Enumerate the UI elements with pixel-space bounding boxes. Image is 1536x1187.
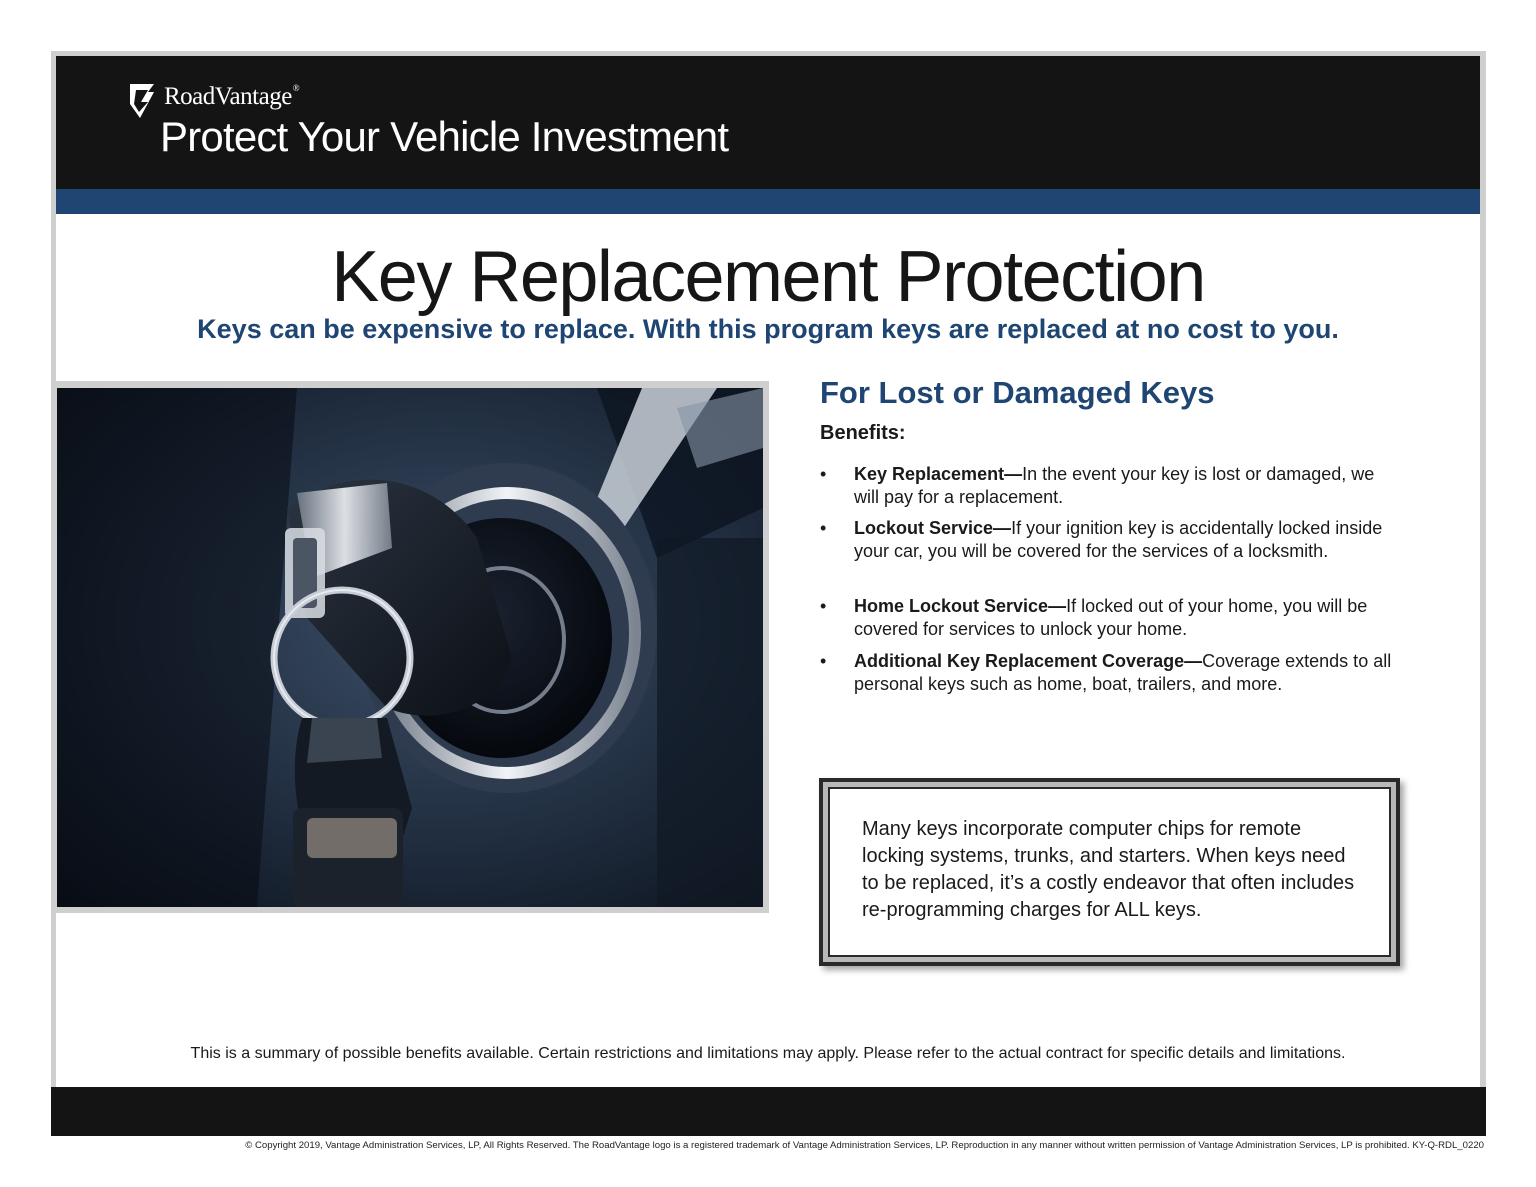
key-ignition-photo: [57, 388, 763, 907]
copyright-notice: © Copyright 2019, Vantage Administration Services, LP, All Rights Reserved. The RoadVantage logo is a registered trademark of Vantage Administration Services, LP. Reproduction in any manner without written permission of Vantage Administration Services, LP is prohibited. KY-Q-RDL_0220: [245, 1140, 1484, 1151]
disclaimer: This is a summary of possible benefits available. Certain restrictions and limitations may apply. Please refer to the actual contract for specific details and limitations.: [190, 1045, 1346, 1062]
benefit-name: Key Replacement—: [854, 464, 1023, 484]
benefit-name: Home Lockout Service—: [854, 596, 1067, 616]
benefit-description: In the event your key is lost or damaged, we will pay for a replacement.: [854, 464, 1375, 507]
benefit-item-key-replacement: [820, 463, 1400, 509]
header-accent-bar: [56, 189, 1480, 214]
car-key-image: [57, 388, 763, 907]
benefit-description: If locked out of your home, you will be covered for services to unlock your home.: [854, 596, 1368, 639]
bullet-icon: •: [820, 464, 827, 484]
benefit-item-lockout-service: [820, 517, 1400, 563]
benefit-item-home-lockout-service: [820, 595, 1400, 641]
logo-wordmark: RoadVantage®: [164, 83, 300, 110]
bullet-icon: •: [820, 518, 827, 538]
callout-text: Many keys incorporate computer chips for remote locking systems, trunks, and starters. When keys need to be replaced, it’s a costly endeavor that often includes re-programming charges for ALL keys.: [862, 818, 1355, 921]
bullet-icon: •: [820, 651, 827, 671]
page-title: Key Replacement Protection: [331, 237, 1205, 317]
header-tagline: Protect Your Vehicle Investment: [160, 113, 729, 160]
benefit-description: Coverage extends to all personal keys such as home, boat, trailers, and more.: [854, 651, 1392, 694]
section-heading: For Lost or Damaged Keys: [820, 375, 1215, 410]
benefit-item-additional-coverage: [820, 650, 1400, 696]
chevron-shield-icon: [126, 82, 158, 120]
benefit-name: Additional Key Replacement Coverage—: [854, 651, 1203, 671]
benefit-name: Lockout Service—: [854, 518, 1012, 538]
page-subtitle: Keys can be expensive to replace. With this program keys are replaced at no cost to you.: [197, 314, 1339, 344]
benefit-description: If your ignition key is accidentally locked inside your car, you will be covered for the services of a locksmith.: [854, 518, 1383, 561]
bullet-icon: •: [820, 596, 827, 616]
benefits-label: Benefits:: [820, 422, 906, 444]
footer-band: [51, 1087, 1486, 1136]
